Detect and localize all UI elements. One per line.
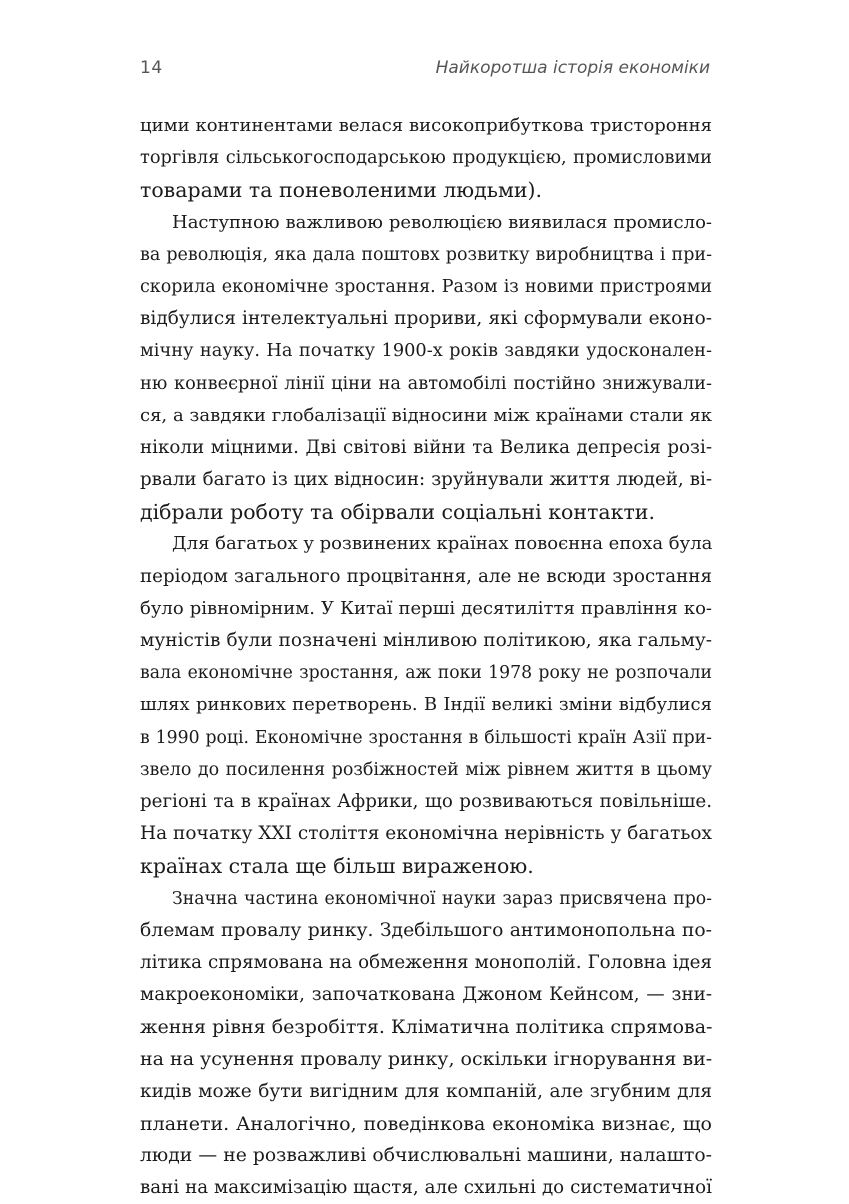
text-line: вані на максимізацію щастя, але схильні до систематичної [140,1177,712,1199]
text-line: кидів може бути вигідним для компаній, але згубним для [140,1080,712,1102]
text-line: ва революція, яка дала поштовх розвитку виробництва і при- [140,244,712,265]
page-number: 14 [140,58,163,78]
text-line: планети. Аналогічно, поведінкова економіка визнає, що [140,1112,712,1135]
text-line: на на усунення провалу ринку, оскільки ігнорування ви- [140,1048,713,1071]
text-line: Наступною важливою революцією виявилася промисло- [172,211,712,233]
body-text [140,110,712,1204]
text-line: На початку XXI століття економічна нерівність у багатьох [140,823,712,845]
text-line: муністів були позначені мінливою політикою, яка гальму- [140,630,712,651]
text-line: регіоні та в країнах Африки, що розвиваються повільніше. [140,790,712,812]
text-line: в 1990 році. Економічне зростання в більшості країн Азії при- [140,727,712,748]
text-line: блемам провалу ринку. Здебільшого антимонопольна по- [140,919,712,941]
text-line: вала економічне зростання, аж поки 1978 року не розпочали [140,663,712,684]
text-line: скорила економічне зростання. Разом із новими пристроями [140,276,712,297]
running-title: Найкоротша історія економіки [435,58,710,78]
text-line: відбулися інтелектуальні прориви, які сформували еконо- [140,308,712,330]
text-line: мічну науку. На початку 1900-х років завдяки удосконален- [140,341,712,362]
text-line: люди — не розважливі обчислювальні машини, налашто- [140,1145,712,1166]
text-line: звело до посилення розбіжностей між рівнем життя в цьому [140,759,712,780]
text-line: цими континентами велася високоприбуткова тристороння [140,115,712,136]
text-line: ню конвеєрної лінії ціни на автомобілі постійно знижували- [140,373,712,394]
text-line: літика спрямована на обмеження монополій. Головна ідея [140,951,712,973]
text-line: дібрали роботу та обірвали соціальні контакти. [140,500,655,525]
text-line: ніколи міцними. Дві світові війни та Велика депресія розі- [140,436,712,458]
text-line: Для багатьох у розвинених країнах повоєнна епоха була [172,533,713,555]
text-line: ження рівня безробіття. Кліматична політика спрямова- [140,1016,713,1039]
text-line: макроекономіки, започаткована Джоном Кейнсом, — зни- [140,984,712,1006]
text-line: рвали багато із цих відносин: зруйнували життя людей, ві- [140,469,712,491]
text-line: шлях ринкових перетворень. В Індії великі зміни відбулися [140,694,712,716]
text-line: ся, а завдяки глобалізації відносини між країнами стали як [140,404,712,426]
text-line: періодом загального процвітання, але не всюди зростання [140,565,712,587]
text-line: було рівномірним. У Китаї перші десятиліття правління ко- [140,597,712,619]
text-line: Значна частина економічної науки зараз присвячена про- [172,888,712,909]
text-line: країнах стала ще більш вираженою. [140,854,534,879]
text-line: торгівля сільськогосподарською продукцією, промисловими [140,148,712,169]
text-line: товарами та поневоленими людьми). [140,178,543,203]
